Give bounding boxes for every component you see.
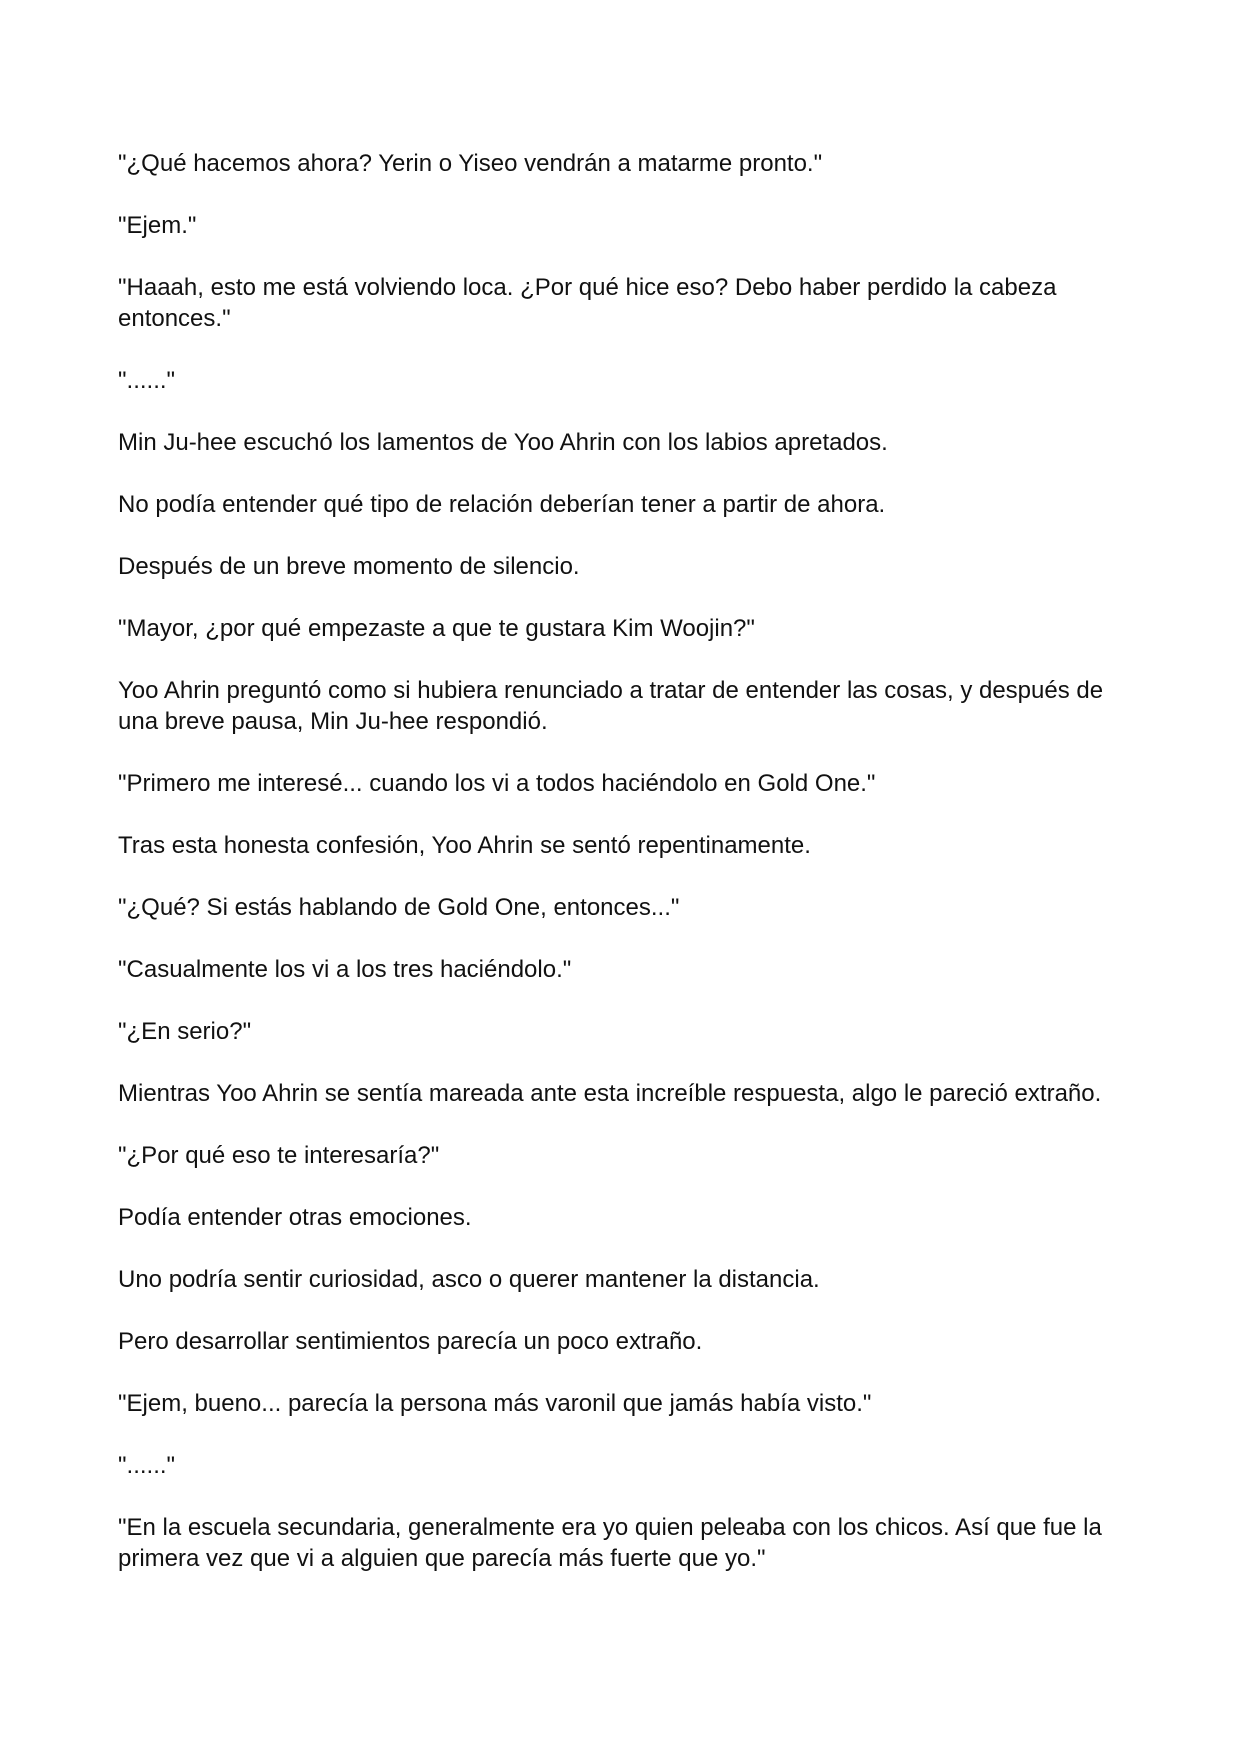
- paragraph: "¿Por qué eso te interesaría?": [118, 1142, 440, 1169]
- paragraph: "Haaah, esto me está volviendo loca. ¿Por qué hice eso? Debo haber perdido la cabeza entonces.": [118, 274, 1057, 332]
- paragraph: "Ejem.": [118, 212, 197, 239]
- paragraph: "Ejem, bueno... parecía la persona más varonil que jamás había visto.": [118, 1390, 872, 1417]
- paragraph: Después de un breve momento de silencio.: [118, 553, 580, 580]
- paragraph: Tras esta honesta confesión, Yoo Ahrin se sentó repentinamente.: [118, 832, 811, 859]
- paragraph: "¿Qué? Si estás hablando de Gold One, entonces...": [118, 894, 680, 921]
- paragraph: Pero desarrollar sentimientos parecía un poco extraño.: [118, 1328, 703, 1355]
- paragraph: "......": [118, 367, 176, 394]
- paragraph: "......": [118, 1452, 176, 1479]
- paragraph: "Primero me interesé... cuando los vi a todos haciéndolo en Gold One.": [118, 770, 876, 797]
- paragraph: Mientras Yoo Ahrin se sentía mareada ante esta increíble respuesta, algo le pareció extraño.: [118, 1080, 1102, 1107]
- paragraph: "En la escuela secundaria, generalmente era yo quien peleaba con los chicos. Así que fue la primera vez que vi a alguien que parecía más fuerte que yo.": [118, 1514, 1102, 1572]
- paragraph: "¿Qué hacemos ahora? Yerin o Yiseo vendrán a matarme pronto.": [118, 150, 823, 177]
- paragraph: "Mayor, ¿por qué empezaste a que te gustara Kim Woojin?": [118, 615, 755, 642]
- paragraph: No podía entender qué tipo de relación deberían tener a partir de ahora.: [118, 491, 886, 518]
- paragraph: Yoo Ahrin preguntó como si hubiera renunciado a tratar de entender las cosas, y después de una breve pausa, Min Ju-hee respondió.: [118, 677, 1104, 735]
- paragraph: Min Ju-hee escuchó los lamentos de Yoo Ahrin con los labios apretados.: [118, 429, 888, 456]
- paragraph: "¿En serio?": [118, 1018, 252, 1045]
- paragraph: "Casualmente los vi a los tres haciéndolo.": [118, 956, 572, 983]
- document-body: [118, 148, 1128, 1605]
- paragraph: Podía entender otras emociones.: [118, 1204, 472, 1231]
- paragraph: Uno podría sentir curiosidad, asco o querer mantener la distancia.: [118, 1266, 820, 1293]
